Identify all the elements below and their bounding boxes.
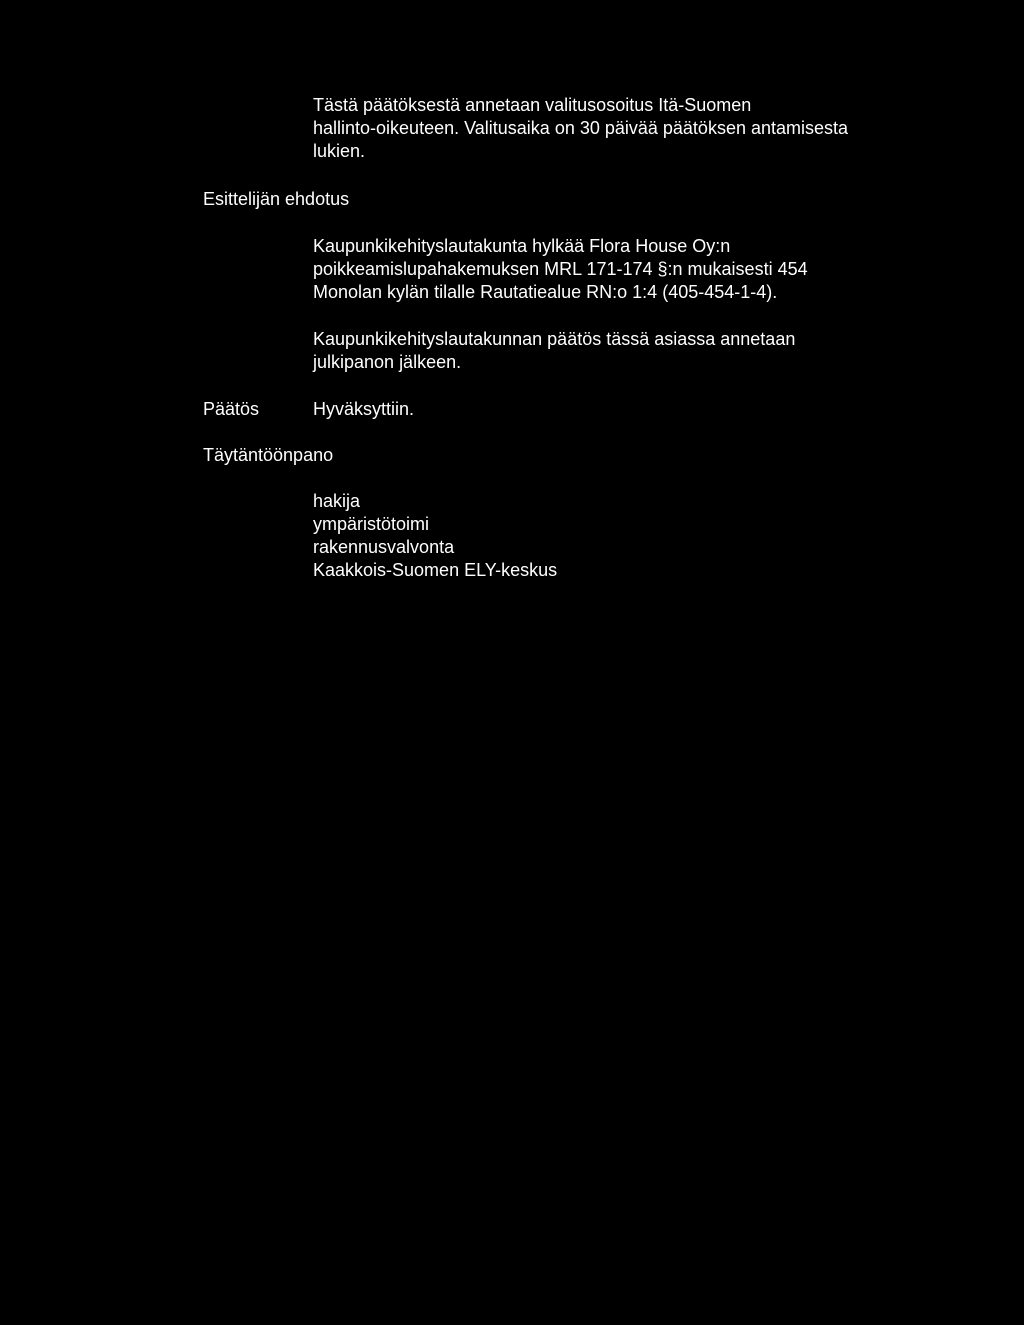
proposal-line: Kaupunkikehityslautakunnan päätös tässä asiassa annetaan xyxy=(313,329,796,349)
decision-label: Päätös xyxy=(203,399,260,419)
appeal-notice xyxy=(313,94,848,163)
proposal-line: Kaupunkikehityslautakunta hylkää Flora House Oy:n xyxy=(313,236,731,256)
proposal-label: Esittelijän ehdotus xyxy=(203,189,350,209)
proposal-paragraph xyxy=(313,328,795,374)
decision-text: Hyväksyttiin. xyxy=(313,399,415,419)
list-item: rakennusvalvonta xyxy=(313,537,455,557)
proposal-paragraph xyxy=(313,235,808,304)
proposal-line: Monolan kylän tilalle Rautatiealue RN:o 1:4 (405-454-1-4). xyxy=(313,282,778,302)
recipients-list xyxy=(313,490,557,582)
implementation-label: Täytäntöönpano xyxy=(203,445,334,465)
appeal-notice-line: hallinto-oikeuteen. Valitusaika on 30 päivää päätöksen antamisesta xyxy=(313,118,849,138)
list-item: ympäristötoimi xyxy=(313,514,430,534)
list-item: Kaakkois-Suomen ELY-keskus xyxy=(313,560,558,580)
proposal-line: poikkeamislupahakemuksen MRL 171-174 §:n mukaisesti 454 xyxy=(313,259,808,279)
appeal-notice-line: lukien. xyxy=(313,141,366,161)
list-item: hakija xyxy=(313,491,361,511)
appeal-notice-line: Tästä päätöksestä annetaan valitusosoitus Itä-Suomen xyxy=(313,95,752,115)
proposal-line: julkipanon jälkeen. xyxy=(313,352,462,372)
